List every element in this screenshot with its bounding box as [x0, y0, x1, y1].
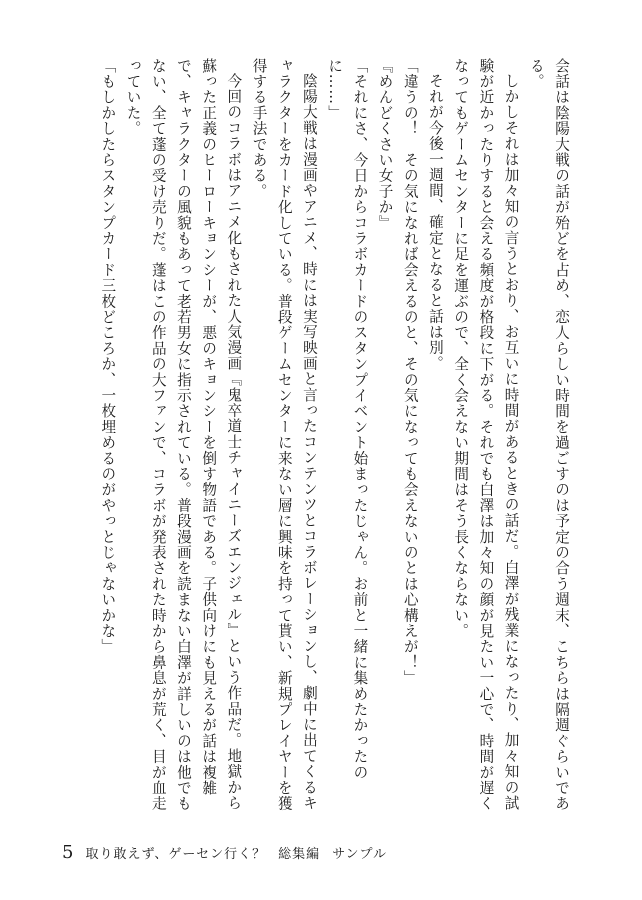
dialogue-line-1: 「違うの！ その気になれば会えるのと、その気になっても会えないのとは心構えが！」 — [401, 58, 419, 686]
paragraph-5: 今回のコラボはアニメ化もされた人気漫画『鬼卒道士チャイニーズエンジェル』という作品だ。地獄から蘇った正義のヒーローキョンシーが、悪のキョンシーを倒す物語である。子供向けにも見えるが話は複雑で、キャラクターの風貌もあって老若男女に指示されている。普段漫画を読まない白澤が詳しいのは他でもない、全て蓬の受け売りだ。蓬はこの作品の大ファンで、コラボが発表された時から鼻息が荒く、目が血走っていた。 — [124, 58, 243, 812]
paragraph-3: それが今後一週間、確定となると話は別。 — [426, 72, 444, 371]
dialogue-line-2: 『めんどくさい女子か』 — [376, 58, 394, 231]
paragraph-1: 会話は陰陽大戦の話が殆どを占め、恋人らしい時間を過ごすのは予定の合う週末、こちらは隔週ぐらいである。 — [527, 58, 570, 812]
sample-label: サンプル — [332, 847, 388, 862]
paragraph-2: しかしそれは加々知の言うとおり、お互いに時間があるときの話だ。白澤が残業になったり、加々知の試験が近かったりすると会える頻度が格段に下がる。それでも白澤は加々知の顔が見たい一心で、時間が遅くなってもゲームセンターに足を運ぶので、全く会えない期間はそう長くならない。 — [452, 58, 520, 812]
paragraph-4: 陰陽大戦は漫画やアニメ、時には実写映画と言ったコンテンツとコラボレーションし、劇中に出てくるキャラクターをカード化している。普段ゲームセンターに来ない層に興味を持って貰い、新規プレイヤーを獲得する手法である。 — [250, 58, 318, 812]
page-number: 5 — [62, 842, 74, 863]
page-footer — [62, 842, 387, 866]
edition-label: 総集編 — [278, 847, 321, 862]
vertical-body-text — [92, 58, 574, 818]
book-title: 取り敢えず、ゲーセン行く？ — [85, 847, 267, 862]
dialogue-line-3: 「それにさ、今日からコラボカードのスタンプイベント始まったじゃん。お前と一緒に集めたかったのに……」 — [326, 58, 369, 781]
dialogue-line-4: 「もしかしたらスタンプカード三枚どころか、一枚埋めるのがやっとじゃないかな」 — [99, 58, 117, 655]
